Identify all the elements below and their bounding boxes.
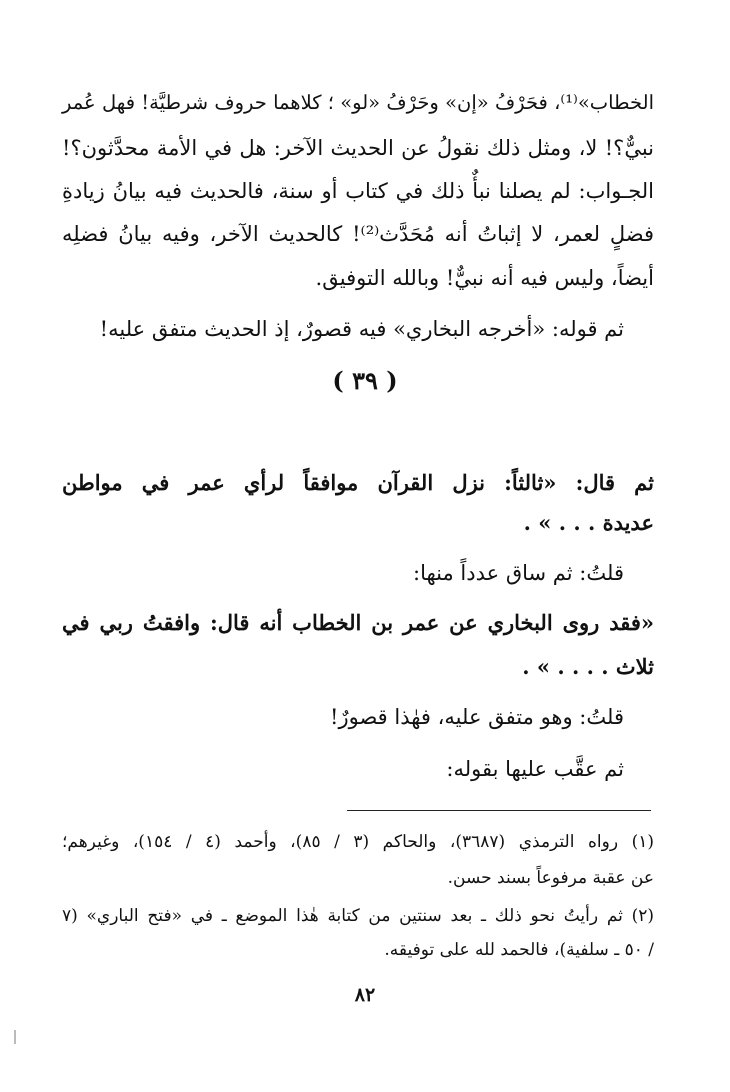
footnote-1-line-1: (١) رواه الترمذي (٣٦٨٧)، والحاكم (٣ / ٨٥)، وأحمد (٤ / ١٥٤)، وغيرهم؛: [62, 832, 654, 852]
footnote-2-line-2: / ٥٠ ـ سلفية)، فالحمد لله على توفيقه.: [384, 940, 654, 960]
scan-edge-mark: [14, 1030, 16, 1044]
footnote-1-line-2: عن عقبة مرفوعاً بسند حسن.: [447, 868, 654, 888]
section-heading: ( ٣٩ ): [332, 366, 398, 395]
paragraph-1-line-1: الخطاب»⁽¹⁾، فحَرْفُ «إن» وحَرْفُ «لو» ؛ كلاهما حروف شرطيَّة! فهل عُمر: [62, 91, 654, 114]
paragraph-5: قلتُ: وهو متفق عليه، فهٰذا قصورٌ!: [330, 705, 624, 729]
page-number: ٨٢: [354, 984, 376, 1006]
footnote-2-line-1: (٢) ثم رأيتُ نحو ذلك ـ بعد سنتين من كتابة هٰذا الموضع ـ في «فتح الباري» (٧: [62, 906, 654, 926]
paragraph-4: قلتُ: ثم ساق عدداً منها:: [413, 561, 624, 585]
paragraph-1-line-4: فضلٍ لعمر، لا إثباتُ أنه مُحَدَّث⁽²⁾! كالحديث الآخر، وفيه بيانُ فضلِه: [62, 222, 654, 246]
paragraph-6: ثم عقَّب عليها بقوله:: [446, 757, 624, 781]
paragraph-3-line-2: عديدة . . . » .: [523, 510, 654, 535]
paragraph-1-line-2: نبيٌّ؟! لا، ومثل ذلك نقولُ عن الحديث الآخر: هل في الأمة محدَّثون؟!: [62, 136, 654, 160]
paragraph-3-line-1: ثم قال: «ثالثاً: نزل القرآن موافقاً لرأي عمر في مواطن: [62, 470, 654, 495]
footnote-separator: [347, 810, 651, 811]
paragraph-1-line-5: أيضاً، وليس فيه أنه نبيٌّ! وبالله التوفيق.: [315, 266, 654, 290]
quote-line-1: «فقد روى البخاري عن عمر بن الخطاب أنه قال: وافقتُ ربي في: [62, 610, 654, 635]
quote-line-2: ثلاث . . . . » .: [522, 654, 654, 679]
paragraph-1-line-3: الجـواب: لم يصلنا نبأٌ ذلك في كتاب أو سنة، فالحديث فيه بيانُ زيادةِ: [62, 179, 654, 203]
paragraph-2: ثم قوله: «أخرجه البخاري» فيه قصورٌ، إذ الحديث متفق عليه!: [99, 317, 624, 341]
